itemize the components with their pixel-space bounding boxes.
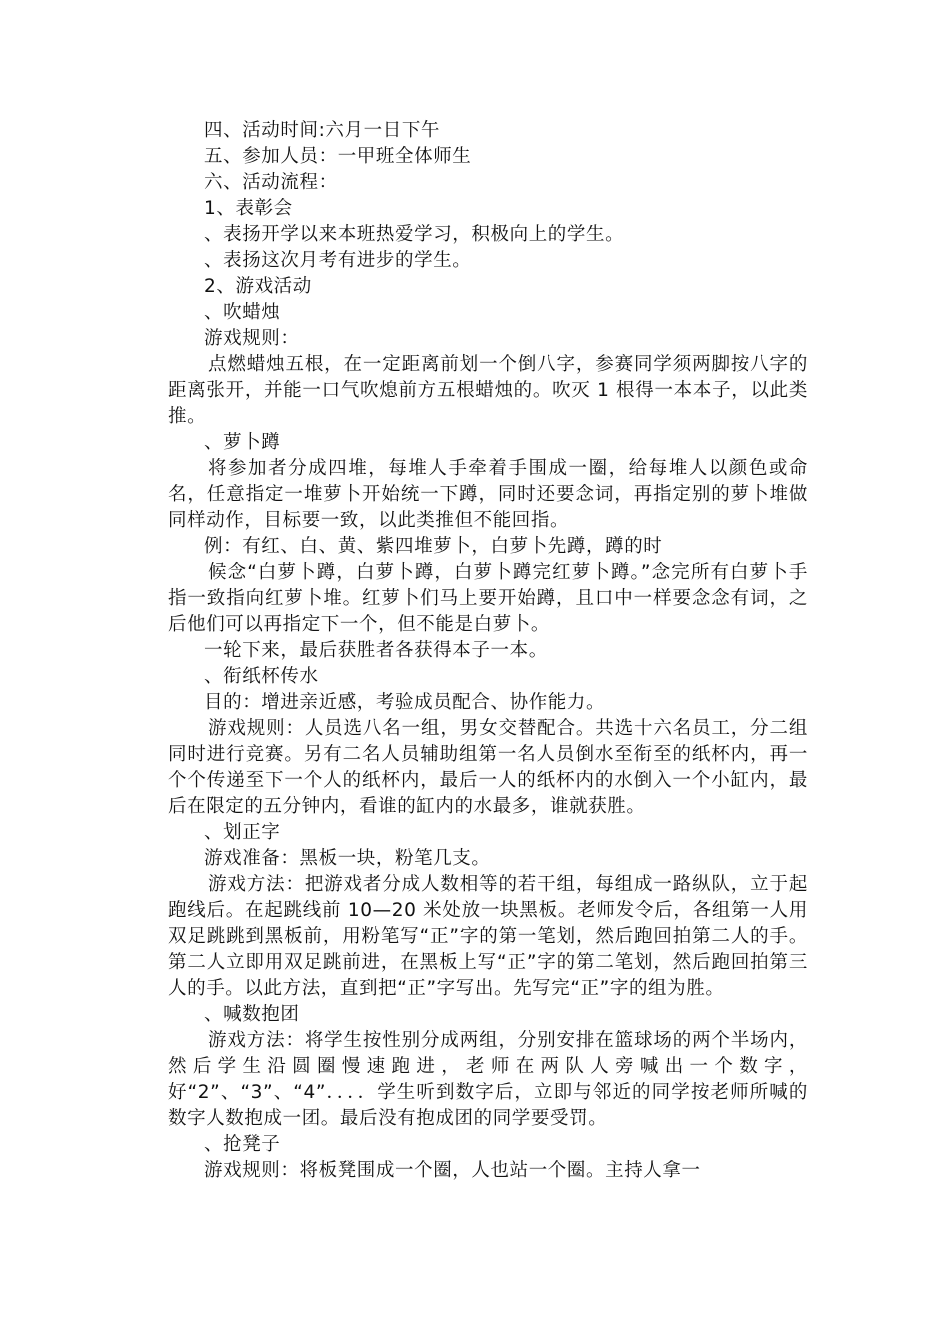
paragraph: 、表扬这次月考有进步的学生。 [204, 250, 472, 271]
paragraph: 游戏方法：把游戏者分成人数相等的若干组，每组成一路纵队，立于起跑线后。在起跳线前 10—20 米处放一块黑板。老师发令后，各组第一人用双足跳跳到黑板前，用粉笔写“正”字的第一笔划，然后跑回拍第二人的手。第二人立即用双足跳前进，在黑板上写“正”字的第二笔划，然后跑回拍第三人的手。以此方法，直到把“正”字写出。先写完“正”字的组为胜。 [168, 874, 808, 999]
paragraph: 游戏规则：将板凳围成一个圈，人也站一个圈。主持人拿一 [204, 1160, 701, 1181]
paragraph: 、划正字 [204, 822, 281, 843]
paragraph: 将参加者分成四堆，每堆人手牵着手围成一圈，给每堆人以颜色或命名，任意指定一堆萝卜开始统一下蹲，同时还要念词，再指定别的萝卜堆做同样动作，目标要一致，以此类推但不能回指。 [168, 458, 808, 531]
paragraph: 游戏准备：黑板一块，粉笔几支。 [204, 848, 491, 869]
paragraph: 一轮下来，最后获胜者各获得本子一本。 [204, 640, 548, 661]
paragraph: 游戏规则： [204, 328, 300, 349]
paragraph: 1、表彰会 [204, 198, 293, 219]
paragraph: 、萝卜蹲 [204, 432, 281, 453]
paragraph: 、衔纸杯传水 [204, 666, 319, 687]
paragraph: 点燃蜡烛五根，在一定距离前划一个倒八字，参赛同学须两脚按八字的距离张开，并能一口气吹熄前方五根蜡烛的。吹灭 1 根得一本本子，以此类推。 [168, 354, 808, 427]
document-body [168, 118, 808, 1184]
paragraph: 、吹蜡烛 [204, 302, 281, 323]
paragraph: 游戏规则：人员选八名一组，男女交替配合。共选十六名员工，分二组同时进行竞赛。另有二名人员辅助组第一名人员倒水至衔至的纸杯内，再一个个传递至下一个人的纸杯内，最后一人的纸杯内的水倒入一个小缸内，最后在限定的五分钟内，看谁的缸内的水最多，谁就获胜。 [168, 718, 808, 817]
paragraph: 2、游戏活动 [204, 276, 312, 297]
paragraph: 候念“白萝卜蹲，白萝卜蹲，白萝卜蹲完红萝卜蹲。”念完所有白萝卜手指一致指向红萝卜堆。红萝卜们马上要开始蹲，且口中一样要念念有词，之后他们可以再指定下一个，但不能是白萝卜。 [168, 562, 808, 635]
paragraph: 游戏方法：将学生按性别分成两组，分别安排在篮球场的两个半场内，然后学生沿圆圈慢速跑进，老师在两队人旁喊出一个数字，好“2”、“3”、“4”．．．．学生听到数字后，立即与邻近的同学按老师所喊的数字人数抱成一团。最后没有抱成团的同学要受罚。 [168, 1030, 808, 1129]
paragraph: 、抢凳子 [204, 1134, 281, 1155]
paragraph: 、喊数抱团 [204, 1004, 300, 1025]
paragraph: 、表扬开学以来本班热爱学习，积极向上的学生。 [204, 224, 625, 245]
paragraph: 目的：增进亲近感，考验成员配合、协作能力。 [204, 692, 606, 713]
paragraph: 六、活动流程： [204, 172, 338, 193]
paragraph: 五、参加人员：一甲班全体师生 [204, 146, 472, 167]
paragraph: 例：有红、白、黄、紫四堆萝卜，白萝卜先蹲，蹲的时 [204, 536, 663, 557]
paragraph: 四、活动时间:六月一日下午 [204, 120, 441, 141]
